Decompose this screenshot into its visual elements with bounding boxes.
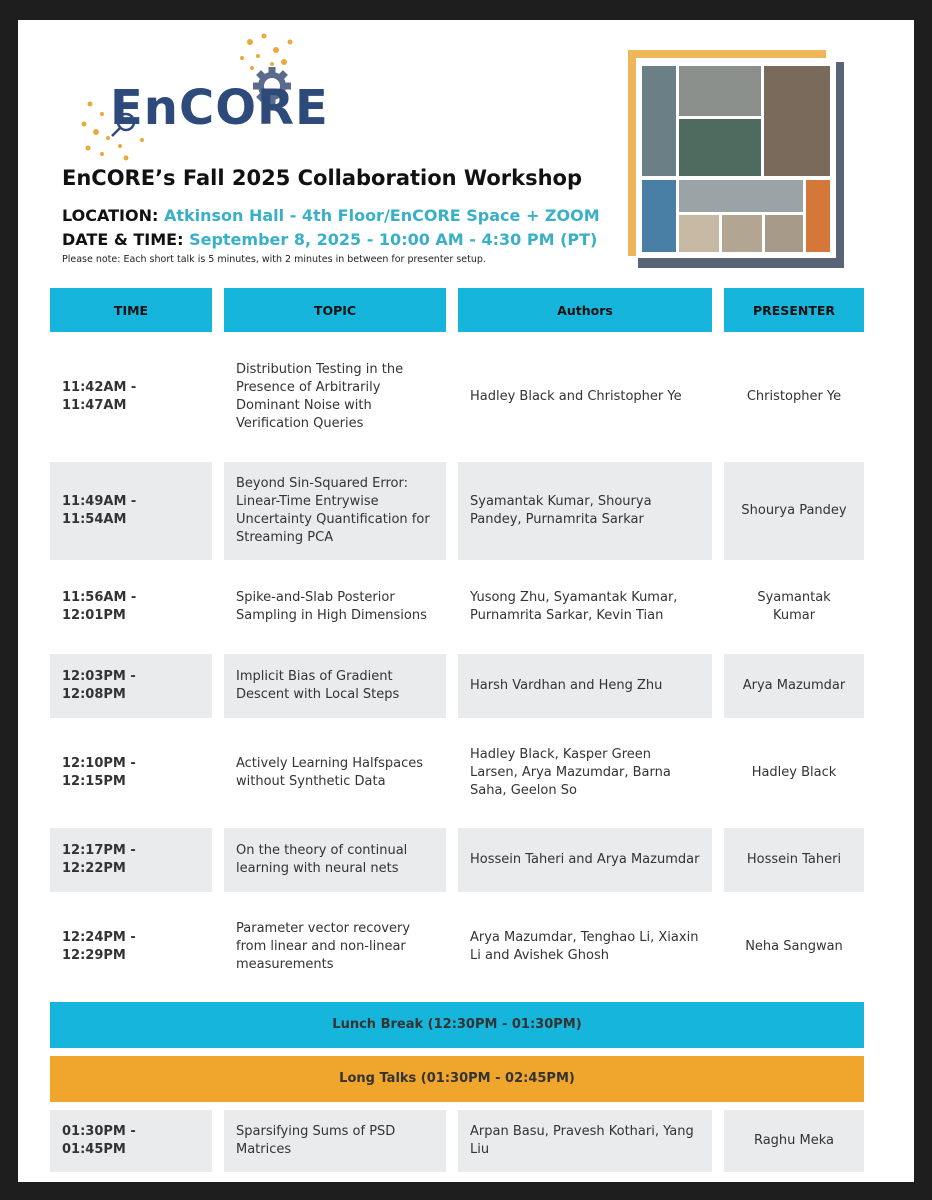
table-row [50, 1110, 864, 1172]
table-row [50, 340, 864, 454]
row-time: 12:24PM - 12:29PM [62, 930, 136, 963]
table-row [50, 462, 864, 560]
row-topic: Parameter vector recovery from linear and non-linear measurements [236, 921, 411, 972]
photo-collage [628, 50, 844, 268]
row-topic: Beyond Sin-Squared Error: Linear-Time Entrywise Uncertainty Quantification for Streaming PCA [224, 462, 446, 560]
row-time: 12:17PM - 12:22PM [50, 828, 212, 892]
row-authors: Hossein Taheri and Arya Mazumdar [458, 828, 712, 892]
table-row [50, 828, 864, 892]
row-authors: Syamantak Kumar, Shourya Pandey, Purnamrita Sarkar [458, 462, 712, 560]
logo-text: EnCORE [110, 80, 329, 136]
row-presenter: Hossein Taheri [724, 828, 864, 892]
header-authors: Authors [458, 288, 712, 332]
row-authors: Harsh Vardhan and Heng Zhu [458, 654, 712, 718]
row-presenter: Shourya Pandey [724, 462, 864, 560]
row-time: 12:03PM - 12:08PM [50, 654, 212, 718]
row-topic: Sparsifying Sums of PSD Matrices [224, 1110, 446, 1172]
table-row [50, 654, 864, 718]
header-time: TIME [50, 288, 212, 332]
note-text: Please note: Each short talk is 5 minutes, with 2 minutes in between for presenter setup. [62, 254, 486, 265]
photo-tile [679, 119, 761, 176]
photo-tile [806, 180, 830, 252]
row-presenter: Raghu Meka [724, 1110, 864, 1172]
long-talks-banner: Long Talks (01:30PM - 02:45PM) [50, 1056, 864, 1102]
photo-tile [764, 66, 830, 176]
row-time: 11:49AM - 11:54AM [50, 462, 212, 560]
datetime-value: September 8, 2025 - 10:00 AM - 4:30 PM (PT) [189, 230, 598, 249]
photo-tile [765, 215, 803, 252]
row-presenter: Neha Sangwan [745, 939, 843, 954]
row-presenter: Hadley Black [751, 765, 837, 780]
row-authors: Hadley Black and Christopher Ye [470, 389, 682, 404]
row-topic: Actively Learning Halfspaces without Synthetic Data [236, 756, 424, 789]
workshop-flyer [18, 20, 914, 1182]
datetime-line [62, 230, 597, 249]
row-presenter: Syamantak Kumar [757, 590, 831, 623]
location-line [62, 206, 600, 225]
encore-logo [62, 28, 342, 178]
row-authors: Yusong Zhu, Syamantak Kumar, Purnamrita Sarkar, Kevin Tian [470, 590, 678, 623]
row-authors: Arya Mazumdar, Tenghao Li, Xiaxin Li and Avishek Ghosh [470, 930, 699, 963]
row-time: 01:30PM - 01:45PM [50, 1110, 212, 1172]
table-row [50, 726, 864, 820]
photo-tile [679, 215, 719, 252]
photo-tile [679, 66, 761, 116]
lunch-break-banner: Lunch Break (12:30PM - 01:30PM) [50, 1002, 864, 1048]
photo-tile [679, 180, 803, 212]
schedule-table [38, 280, 876, 1180]
location-value: Atkinson Hall - 4th Floor/EnCORE Space + ZOOM [163, 206, 600, 225]
photo-tile [642, 180, 676, 252]
table-header-row [50, 288, 864, 332]
row-presenter: Arya Mazumdar [724, 654, 864, 718]
photo-tile [642, 66, 676, 176]
photo-grid [642, 66, 830, 252]
row-topic: On the theory of continual learning with neural nets [224, 828, 446, 892]
table-row [50, 900, 864, 994]
header-presenter: PRESENTER [724, 288, 864, 332]
row-presenter: Christopher Ye [746, 389, 842, 404]
page-title: EnCORE’s Fall 2025 Collaboration Workshop [62, 166, 583, 190]
row-time: 11:42AM - 11:47AM [62, 380, 137, 413]
datetime-label: DATE & TIME: [62, 230, 184, 249]
row-authors: Hadley Black, Kasper Green Larsen, Arya Mazumdar, Barna Saha, Geelon So [470, 747, 671, 798]
long-talks-row [50, 1056, 864, 1102]
row-authors: Arpan Basu, Pravesh Kothari, Yang Liu [458, 1110, 712, 1172]
row-topic: Spike-and-Slab Posterior Sampling in High Dimensions [236, 590, 427, 623]
row-topic: Implicit Bias of Gradient Descent with Local Steps [224, 654, 446, 718]
lunch-row [50, 1002, 864, 1048]
row-time: 11:56AM - 12:01PM [62, 590, 137, 623]
photo-image [636, 58, 836, 258]
location-label: LOCATION: [62, 206, 159, 225]
photo-tile [722, 215, 762, 252]
row-time: 12:10PM - 12:15PM [62, 756, 136, 789]
row-topic: Distribution Testing in the Presence of Arbitrarily Dominant Noise with Verification Queries [236, 362, 404, 431]
header-topic: TOPIC [224, 288, 446, 332]
table-row [50, 568, 864, 646]
